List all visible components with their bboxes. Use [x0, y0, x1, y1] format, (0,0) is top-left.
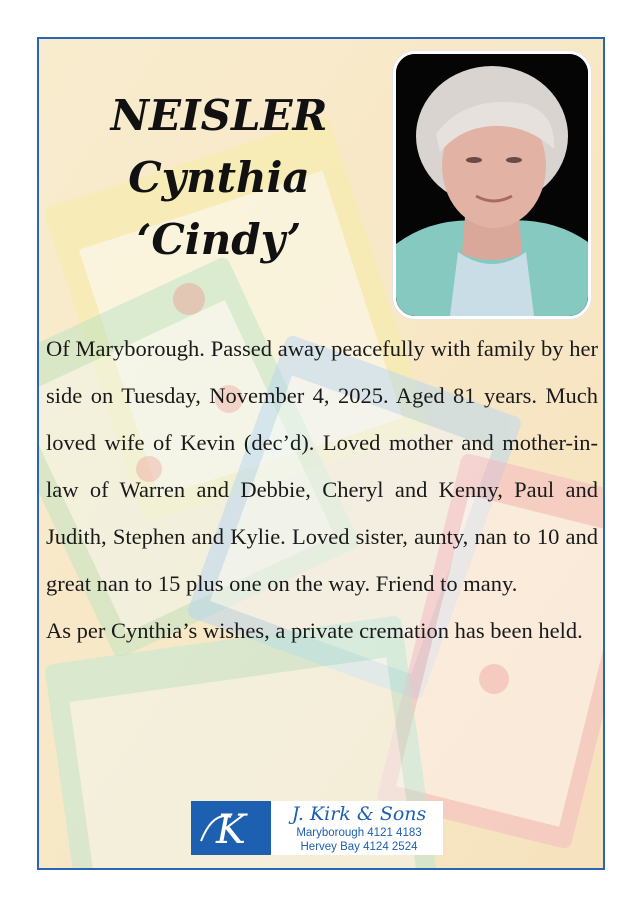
notice-text — [46, 325, 598, 654]
funeral-director-name: J. Kirk & Sons — [291, 803, 427, 825]
notice-frame — [37, 37, 605, 870]
first-name: Cynthia — [128, 153, 310, 202]
portrait-photo — [393, 51, 591, 319]
notice-paragraph: Of Maryborough. Passed away peacefully with family by her side on Tuesday, November 4, 2025. Aged 81 years. Much loved wife of Kevin (dec’d). Loved mother and mother-in-law of Warren and Debbie, Cheryl and Kenny, Paul and Judith, Stephen and Kylie. Loved sister, aunty, nan to 10 and great nan to 15 plus one on the way. Friend to many. — [46, 336, 598, 596]
nickname: ‘Cindy’ — [136, 215, 302, 264]
surname: NEISLER — [110, 91, 328, 140]
maryborough-phone: Maryborough 4121 4183 — [296, 827, 422, 839]
svg-text:K: K — [216, 807, 246, 853]
notice-paragraph: As per Cynthia’s wishes, a private cremation has been held. — [46, 618, 583, 643]
kirk-monogram-icon — [191, 801, 271, 855]
hervey-bay-phone: Hervey Bay 4124 2524 — [300, 841, 418, 853]
deceased-name-block — [99, 85, 339, 271]
funeral-director-logo — [191, 801, 443, 855]
